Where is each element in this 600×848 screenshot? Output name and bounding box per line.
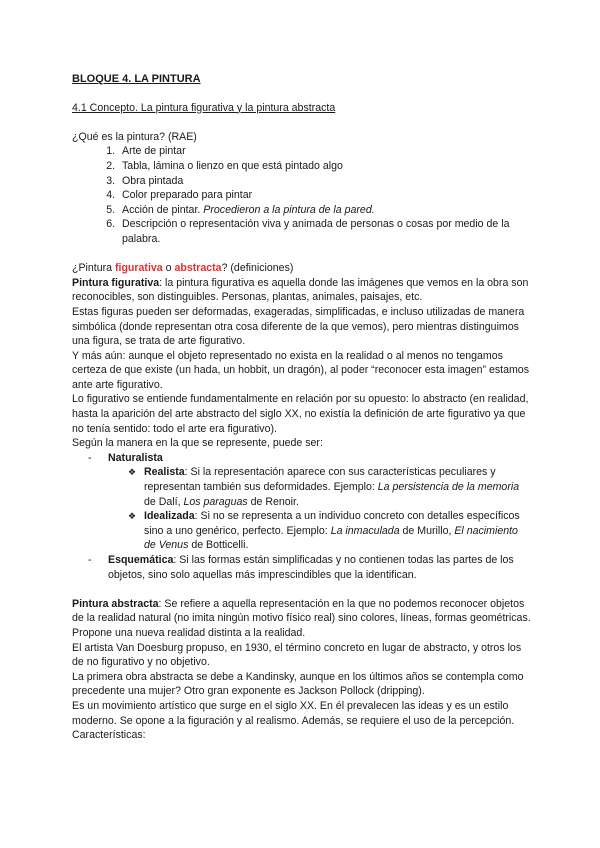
naturalista-subtypes <box>108 465 532 553</box>
question-text: o <box>162 262 175 275</box>
artwork-title: La inmaculada <box>330 524 400 537</box>
figurative-definition <box>72 276 532 305</box>
definition-item: 4. Color preparado para pintar <box>118 188 532 203</box>
term-label: Pintura figurativa <box>72 276 160 289</box>
rae-question: ¿Qué es la pintura? (RAE) <box>72 130 197 143</box>
item-text: de Dalí, <box>144 495 184 508</box>
definition-item <box>118 203 532 218</box>
naturalista-item <box>108 451 532 553</box>
definition-text: Acción de pintar. <box>122 203 204 216</box>
term-label: Idealizada <box>144 510 195 523</box>
realista-item <box>144 465 532 509</box>
question-text: ¿Pintura <box>72 262 115 275</box>
abstract-definition <box>72 597 532 641</box>
definition-item: 3. Obra pintada <box>118 174 532 189</box>
paragraph: El artista Van Doesburg propuso, en 1930, el término concreto en lugar de abstracto, y otros los de no figurativo y no objetivo. <box>72 641 522 669</box>
term-label: Naturalista <box>108 451 163 464</box>
figurative-types-list <box>72 451 532 582</box>
paragraph: Según la manera en la que se represente, puede ser: <box>72 437 323 450</box>
figurativa-highlight: figurativa <box>114 262 163 275</box>
term-label: Pintura abstracta <box>72 597 159 610</box>
item-text: de Botticelli. <box>188 539 249 552</box>
document-page <box>72 72 532 743</box>
paragraph: Y más aún: aunque el objeto representado no exista en la realidad o al menos no tengamos certeza de que existe (un hada, un hobbit, un dragón), al poder “reconocer esta imagen” estamos ante arte figurativo. <box>72 349 529 391</box>
item-text: de Renoir. <box>247 495 299 508</box>
artwork-title: El nacimiento de Venus <box>144 524 518 552</box>
paragraph-text: : Se refiere a aquella representación en la que no podemos reconocer objetos de la realidad natural (no imita ningún motivo físico real) sino colores, líneas, formas geométricas. Propone una nueva realidad distinta a la realidad. <box>72 597 531 639</box>
artwork-title: La persistencia de la memoria <box>377 481 520 494</box>
paragraph: La primera obra abstracta se debe a Kandinsky, aunque en los últimos años se contempla como precedente una mujer? Otro gran exponente es Jackson Pollock (dripping). <box>72 670 524 698</box>
item-text: : Si las formas están simplificadas y no contienen todas las partes de los objetos, sino solo aquellas más imprescindibles que la identifican. <box>108 554 514 581</box>
paragraph: Es un movimiento artístico que surge en el siglo XX. En él prevalecen las ideas y es un estilo moderno. Se opone a la figuración y al realismo. Además, se requiere el uso de la percepción. <box>72 699 515 727</box>
idealizada-item <box>144 509 532 553</box>
document-title: BLOQUE 4. LA PINTURA <box>72 73 201 85</box>
artwork-title: Los paraguas <box>183 495 248 508</box>
abstracta-highlight: abstracta <box>174 262 222 275</box>
paragraph: Lo figurativo se entiende fundamentalmente en relación por su opuesto: lo abstracto (en realidad, hasta la aparición del arte abstracto del siglo XX, no existía la definición de arte figurativo ya que no tenía sentido: todo el arte era figurativo). <box>72 393 529 435</box>
definition-example: Procedieron a la pintura de la pared. <box>203 203 375 216</box>
term-label: Esquemática <box>108 554 174 566</box>
item-text: : Si la representación aparece con sus características peculiares y representan también sus deformidades. Ejemplo: <box>144 466 496 494</box>
paragraph-text: : la pintura figurativa es aquella donde las imágenes que vemos en la obra son reconocibles, son distinguibles. Personas, plantas, animales, paisajes, etc. <box>72 276 529 304</box>
definition-item: 2. Tabla, lámina o lienzo en que está pintado algo <box>118 159 532 174</box>
question-text: ? (definiciones) <box>221 262 294 275</box>
term-label: Realista <box>144 466 185 479</box>
paragraph: Características: <box>72 729 146 742</box>
item-text: : Si no se representa a un individuo concreto con detalles específicos sino a uno genérico, perfecto. Ejemplo: <box>144 510 520 537</box>
definition-item: 1. Arte de pintar <box>118 144 532 159</box>
paragraph: Estas figuras pueden ser deformadas, exageradas, simplificadas, e incluso utilizadas de manera simbólica (donde representan otra cosa diferente de la que vemos), pero mientras distinguimos una figura, se trata de arte figurativo. <box>72 305 525 348</box>
item-text: de Murillo, <box>399 524 455 537</box>
esquematica-item <box>108 553 532 582</box>
figurative-abstract-question <box>72 261 532 276</box>
rae-definitions-list <box>72 144 532 246</box>
definition-item: 6. Descripción o representación viva y animada de personas o cosas por medio de la palabra. <box>118 217 532 246</box>
section-heading: 4.1 Concepto. La pintura figurativa y la pintura abstracta <box>72 101 336 114</box>
